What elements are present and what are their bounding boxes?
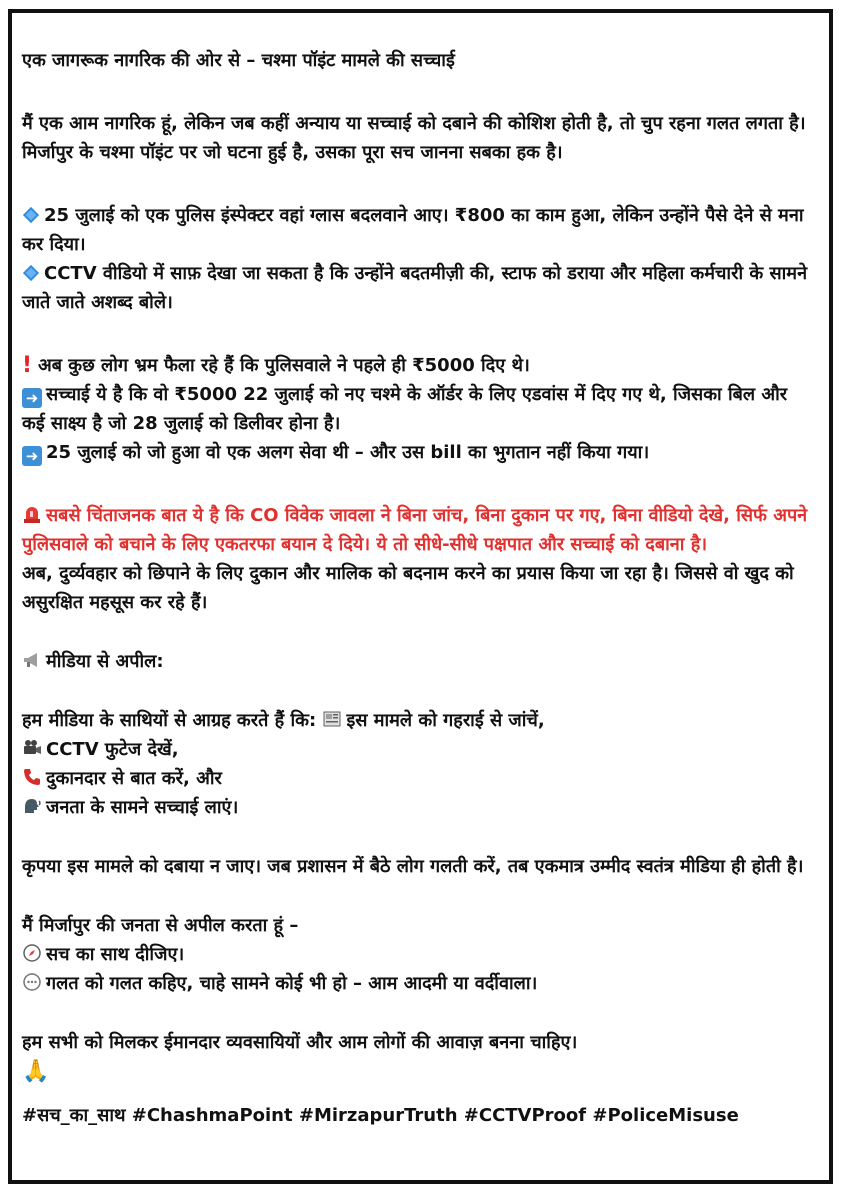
megaphone-icon	[22, 650, 42, 670]
fact-item: CCTV वीडियो में साफ़ देखा जा सकता है कि उन्होंने बदतमीज़ी की, स्टाफ को डराया और महिला कर्मचारी के सामने जाते जाते अशब्द बोले।	[22, 263, 808, 313]
media-item: CCTV फुटेज देखें,	[22, 735, 812, 764]
fact-item: 25 जुलाई को एक पुलिस इंस्पेक्टर वहां ग्लास बदलवाने आए। ₹800 का काम हुआ, लेकिन उन्होंने पैसे देने से मना कर दिया।	[22, 205, 804, 255]
appeal-item: गलत को गलत कहिए, चाहे सामने कोई भी हो – आम आदमी या वर्दीवाला।	[22, 969, 812, 998]
truth-item: ➜ सच्चाई ये है कि वो ₹5000 22 जुलाई को नए चश्मे के ऑर्डर के लिए एडवांस में दिए गए थे, जिसका बिल और कई साक्ष्य है जो 28 जुलाई को डिलीवर होना है।	[22, 384, 788, 434]
media-item: दुकानदार से बात करें, और	[22, 764, 812, 793]
siren-icon	[22, 504, 42, 524]
video-camera-icon	[22, 738, 42, 758]
media-request: हम मीडिया के साथियों से आग्रह करते हैं कि: इस मामले को गहराई से जांचें,	[22, 710, 545, 731]
folded-hands-icon: 🙏	[22, 1059, 50, 1084]
speech-bubble-icon	[22, 972, 42, 992]
document-title: एक जागरूक नागरिक की ओर से – चश्मा पॉइंट मामले की सच्चाई	[22, 50, 455, 71]
right-arrow-icon: ➜	[22, 388, 42, 408]
newspaper-icon	[322, 709, 342, 729]
truth-item: ➜ 25 जुलाई को जो हुआ वो एक अलग सेवा थी – और उस bill का भुगतान नहीं किया गया।	[22, 438, 812, 467]
hashtags: #सच_का_साथ #ChashmaPoint #MirzapurTruth #CCTVProof #PoliceMisuse	[22, 1105, 739, 1126]
appeal-item: सच का साथ दीजिए।	[22, 940, 812, 969]
blue-diamond-icon	[22, 264, 40, 282]
media-item: जनता के सामने सच्चाई लाएं।	[22, 793, 812, 822]
intro-paragraph: मैं एक आम नागरिक हूं, लेकिन जब कहीं अन्याय या सच्चाई को दबाने की कोशिश होती है, तो चुप रहना गलत लगता है। मिर्जापुर के चश्मा पॉइंट पर जो घटना हुई है, उसका पूरा सच जानना सबका हक है।	[22, 113, 806, 163]
defamation-paragraph: अब, दुर्व्यवहार को छिपाने के लिए दुकान और मालिक को बदनाम करने का प्रयास किया जा रहा है। जिससे वो खुद को असुरक्षित महसूस कर रहे हैं।	[22, 563, 794, 613]
alert-paragraph: सबसे चिंताजनक बात ये है कि CO विवेक जावला ने बिना जांच, बिना दुकान पर गए, बिना वीडियो देखे, सिर्फ अपने पुलिसवाले को बचाने के लिए एकतरफा बयान दे दिये। ये तो सीधे-सीधे पक्षपात और सच्चाई को दबाना है।	[22, 505, 808, 555]
media-heading: मीडिया से अपील:	[22, 647, 812, 676]
document-body	[22, 46, 812, 1130]
rumor-line: ! अब कुछ लोग भ्रम फैला रहे हैं कि पुलिसवाले ने पहले ही ₹5000 दिए थे।	[22, 353, 530, 378]
blue-diamond-icon	[22, 206, 40, 224]
closing-icon-line	[22, 1057, 812, 1087]
right-arrow-icon: ➜	[22, 446, 42, 466]
public-appeal: मैं मिर्जापुर की जनता से अपील करता हूं –	[22, 915, 299, 936]
speaking-head-icon	[22, 796, 42, 816]
red-exclamation-icon: !	[22, 353, 33, 378]
plea-paragraph: कृपया इस मामले को दबाया न जाए। जब प्रशासन में बैठे लोग गलती करें, तब एकमात्र उम्मीद स्वतंत्र मीडिया ही होती है।	[22, 856, 804, 877]
closing-line: हम सभी को मिलकर ईमानदार व्यवसायियों और आम लोगों की आवाज़ बनना चाहिए।	[22, 1032, 578, 1053]
compass-icon	[22, 943, 42, 963]
telephone-icon	[22, 767, 42, 787]
